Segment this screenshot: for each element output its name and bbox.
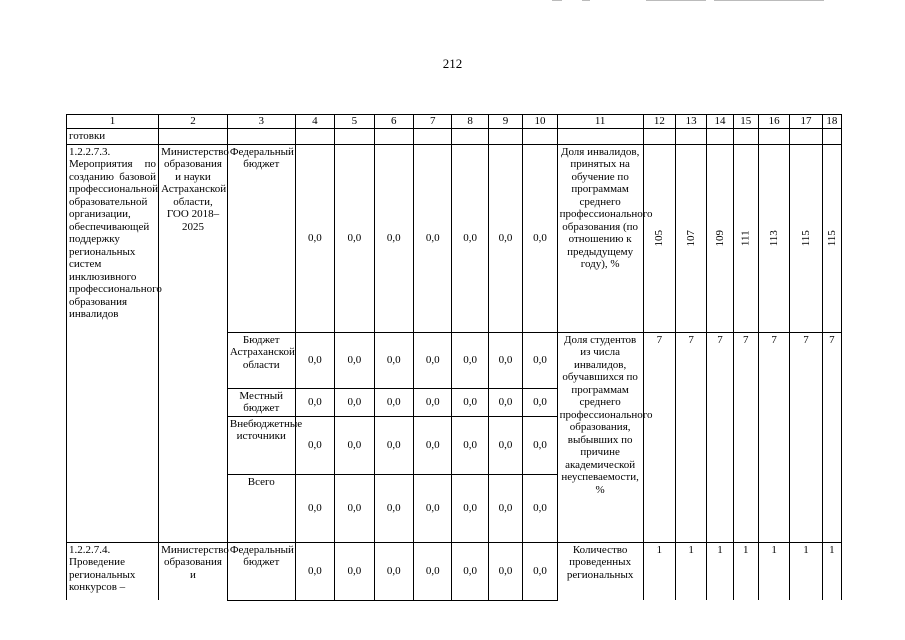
- cell-amount: 0,0: [452, 416, 488, 474]
- table-row: [67, 542, 842, 600]
- cell-target: 1: [822, 542, 841, 600]
- col-header: 18: [822, 115, 841, 129]
- cell-target: 113: [758, 144, 789, 332]
- col-header: 1: [67, 115, 159, 129]
- cell-amount: 0,0: [295, 332, 334, 388]
- col-header: 13: [676, 115, 707, 129]
- cell-target: 111: [733, 144, 758, 332]
- cell-indicator: Количество проведенных региональных: [557, 542, 643, 600]
- col-header: 7: [414, 115, 452, 129]
- cell-amount: 0,0: [374, 332, 413, 388]
- cell-target: 115: [790, 144, 822, 332]
- col-header: 12: [643, 115, 675, 129]
- col-header: 10: [523, 115, 557, 129]
- page-number: 212: [442, 56, 463, 71]
- cell-amount: 0,0: [295, 542, 334, 600]
- cell-amount: 0,0: [374, 388, 413, 416]
- cell-target: 115: [822, 144, 841, 332]
- cell-amount: 0,0: [488, 332, 522, 388]
- cell-amount: 0,0: [452, 144, 488, 332]
- scan-artifact: [552, 0, 562, 1]
- cell-funding-source: Всего: [227, 474, 295, 542]
- cell-executor: Министерство образования и науки Астраханской области, ГОО 2018–2025: [159, 144, 228, 542]
- cell-amount: 0,0: [335, 388, 374, 416]
- col-header: 4: [295, 115, 334, 129]
- cell-target: 1: [758, 542, 789, 600]
- cell-funding-source: Местный бюджет: [227, 388, 295, 416]
- cell-amount: 0,0: [452, 474, 488, 542]
- cell-amount: 0,0: [414, 474, 452, 542]
- cell-amount: 0,0: [335, 416, 374, 474]
- cell-amount: 0,0: [523, 332, 557, 388]
- cell-amount: 0,0: [335, 144, 374, 332]
- cell-target: 7: [758, 332, 789, 542]
- cell-amount: 0,0: [295, 144, 334, 332]
- cell-amount: 0,0: [374, 542, 413, 600]
- cell-amount: 0,0: [452, 542, 488, 600]
- cell-amount: 0,0: [335, 542, 374, 600]
- cell-amount: 0,0: [488, 388, 522, 416]
- cell-amount: 0,0: [523, 144, 557, 332]
- cell-funding-source: Внебюджетные источники: [227, 416, 295, 474]
- cell-amount: 0,0: [523, 474, 557, 542]
- col-header: 17: [790, 115, 822, 129]
- cell-target: 7: [733, 332, 758, 542]
- cell-target: 1: [733, 542, 758, 600]
- col-header: 9: [488, 115, 522, 129]
- col-header: 3: [227, 115, 295, 129]
- cell-amount: 0,0: [295, 416, 334, 474]
- cell-target: 109: [707, 144, 733, 332]
- cell-amount: 0,0: [414, 542, 452, 600]
- cell-amount: 0,0: [523, 388, 557, 416]
- cell-amount: 0,0: [374, 416, 413, 474]
- cell-amount: 0,0: [488, 416, 522, 474]
- scan-artifact: [714, 0, 824, 1]
- cell-target: 1: [707, 542, 733, 600]
- cell-amount: 0,0: [488, 144, 522, 332]
- cell-target: 1: [676, 542, 707, 600]
- column-number-row: [67, 115, 842, 129]
- cell-amount: 0,0: [523, 416, 557, 474]
- cell-amount: 0,0: [335, 474, 374, 542]
- scan-artifact: [646, 0, 706, 1]
- cell-amount: 0,0: [414, 332, 452, 388]
- col-header: 2: [159, 115, 228, 129]
- cell-indicator: Доля инвалидов, принятых на обучение по программам среднего профессионального образования (по отношению к предыдущему году), %: [557, 144, 643, 332]
- cell-executor: Министерство образования и: [159, 542, 228, 600]
- cell-amount: 0,0: [488, 474, 522, 542]
- scan-artifact: [582, 0, 590, 1]
- cell-amount: 0,0: [374, 144, 413, 332]
- program-table: [66, 114, 842, 601]
- cell-amount: 0,0: [374, 474, 413, 542]
- cell-target: 7: [643, 332, 675, 542]
- col-header: 6: [374, 115, 413, 129]
- col-header: 15: [733, 115, 758, 129]
- cell-funding-source: Федеральный бюджет: [227, 144, 295, 332]
- cell-target: 1: [790, 542, 822, 600]
- col-header: 11: [557, 115, 643, 129]
- cell-target: 7: [790, 332, 822, 542]
- cell-amount: 0,0: [523, 542, 557, 600]
- cell-amount: 0,0: [488, 542, 522, 600]
- cell-target: 7: [707, 332, 733, 542]
- cell-indicator: Доля студентов из числа инвалидов, обучавшихся по программам среднего профессионального образования, выбывших по причине академической неуспеваемости, %: [557, 332, 643, 542]
- continued-row: [67, 129, 842, 145]
- cell-amount: 0,0: [295, 474, 334, 542]
- cell-target: 107: [676, 144, 707, 332]
- cell-amount: 0,0: [414, 388, 452, 416]
- cell-amount: 0,0: [335, 332, 374, 388]
- cell-target: 1: [643, 542, 675, 600]
- cell-target: 105: [643, 144, 675, 332]
- cell-funding-source: Бюджет Астраханской области: [227, 332, 295, 388]
- cell-amount: 0,0: [414, 416, 452, 474]
- cell-target: 7: [676, 332, 707, 542]
- cell-target: 7: [822, 332, 841, 542]
- cell-event-name: готовки: [67, 129, 159, 145]
- cell-amount: 0,0: [452, 332, 488, 388]
- cell-event-name: 1.2.2.7.3. Мероприятия по созданию базовой профессиональной образовательной организации, обеспечивающей поддержку региональных систем инклюзивного профессионального образования инвалидов: [67, 144, 159, 542]
- cell-amount: 0,0: [414, 144, 452, 332]
- col-header: 14: [707, 115, 733, 129]
- cell-funding-source: Федеральный бюджет: [227, 542, 295, 600]
- cell-event-name: 1.2.2.7.4. Проведение региональных конкурсов –: [67, 542, 159, 600]
- col-header: 8: [452, 115, 488, 129]
- col-header: 16: [758, 115, 789, 129]
- table-row: [67, 144, 842, 332]
- cell-amount: 0,0: [295, 388, 334, 416]
- cell-amount: 0,0: [452, 388, 488, 416]
- col-header: 5: [335, 115, 374, 129]
